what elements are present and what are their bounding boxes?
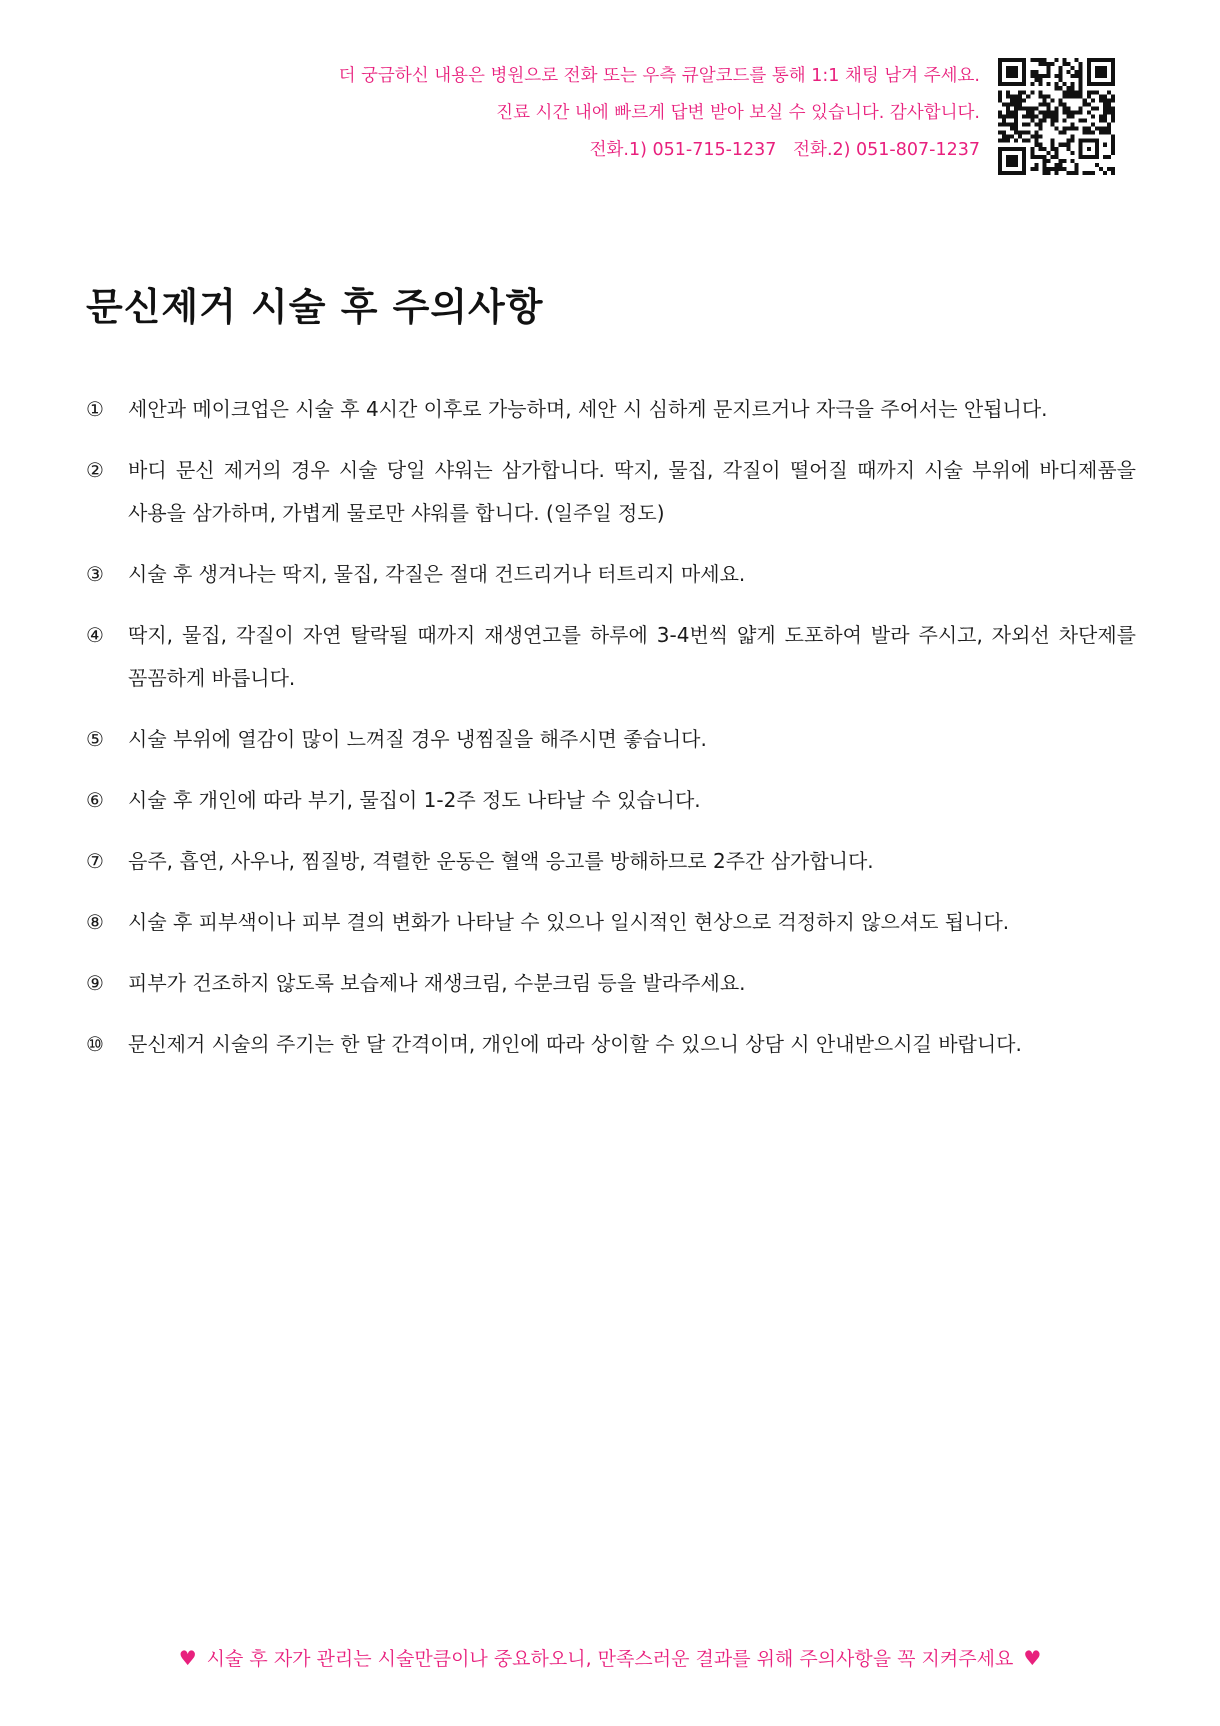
item-number: ⑥ [86,788,104,812]
item-number: ① [86,397,104,421]
item-number: ③ [86,562,104,586]
list-item [86,962,1136,1005]
item-text: 문신제거 시술의 주기는 한 달 간격이며, 개인에 따라 상이할 수 있으니 상담 시 안내받으시길 바랍니다. [128,1032,1022,1056]
item-text: 음주, 흡연, 사우나, 찜질방, 격렬한 운동은 혈액 응고를 방해하므로 2주간 삼가합니다. [128,849,874,873]
heart-icon: ♥ [1023,1646,1042,1670]
item-number: ⑨ [86,971,104,995]
contact-info [339,58,980,169]
item-text: 피부가 건조하지 않도록 보습제나 재생크림, 수분크림 등을 발라주세요. [128,971,746,995]
list-item [86,779,1136,822]
item-text: 시술 부위에 열감이 많이 느껴질 경우 냉찜질을 해주시면 좋습니다. [128,727,707,751]
item-number: ④ [86,623,104,647]
list-item [86,840,1136,883]
list-item [86,614,1136,700]
contact-line-1: 더 궁금하신 내용은 병원으로 전화 또는 우측 큐알코드를 통해 1:1 채팅 남겨 주세요. [338,66,980,86]
list-item [86,1023,1136,1066]
item-number: ⑩ [86,1032,104,1056]
precautions-list [86,388,1136,1084]
footer-note [0,1644,1220,1671]
item-text: 시술 후 개인에 따라 부기, 물집이 1-2주 정도 나타날 수 있습니다. [128,788,701,812]
item-number: ⑤ [86,727,104,751]
item-text: 바디 문신 제거의 경우 시술 당일 샤워는 삼가합니다. 딱지, 물집, 각질이 떨어질 때까지 시술 부위에 바디제품을 사용을 삼가하며, 가볍게 물로만 샤워를 합니다. (일주일 정도) [128,458,1136,525]
item-text: 시술 후 피부색이나 피부 결의 변화가 나타날 수 있으나 일시적인 현상으로 걱정하지 않으셔도 됩니다. [128,910,1010,934]
item-text: 세안과 메이크업은 시술 후 4시간 이후로 가능하며, 세안 시 심하게 문지르거나 자극을 주어서는 안됩니다. [128,397,1048,421]
list-item [86,388,1136,431]
item-number: ⑦ [86,849,104,873]
header [339,58,1115,175]
footer-text: 시술 후 자가 관리는 시술만큼이나 중요하오니, 만족스러운 결과를 위해 주의사항을 꼭 지켜주세요 [206,1648,1014,1670]
heart-icon: ♥ [178,1646,197,1670]
list-item [86,553,1136,596]
item-number: ⑧ [86,910,104,934]
list-item [86,718,1136,761]
list-item [86,901,1136,944]
list-item [86,449,1136,535]
qr-code-icon[interactable] [998,58,1115,175]
page-title: 문신제거 시술 후 주의사항 [86,285,544,329]
item-text: 시술 후 생겨나는 딱지, 물집, 각질은 절대 건드리거나 터트리지 마세요. [128,562,746,586]
item-text: 딱지, 물집, 각질이 자연 탈락될 때까지 재생연고를 하루에 3-4번씩 얇게 도포하여 발라 주시고, 자외선 차단제를 꼼꼼하게 바릅니다. [128,623,1136,690]
contact-line-2: 진료 시간 내에 빠르게 답변 받아 보실 수 있습니다. 감사합니다. [496,103,980,123]
item-number: ② [86,458,104,482]
contact-line-phone: 전화.1) 051-715-1237 전화.2) 051-807-1237 [589,140,980,160]
